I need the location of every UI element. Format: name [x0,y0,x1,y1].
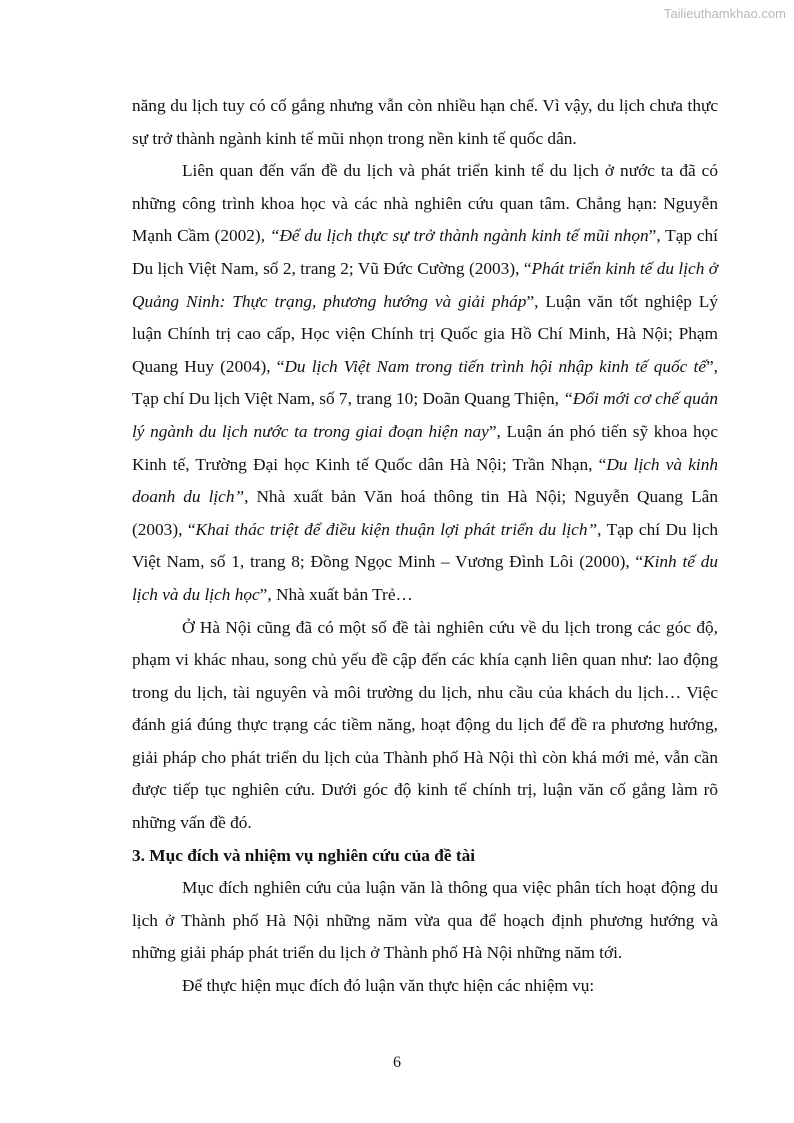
para2-text-6: , Nhà xuất bản Văn hoá thông tin Hà Nội; Nguyễn Quang Lân (2003), “ [132,487,718,539]
section-heading: 3. Mục đích và nhiệm vụ nghiên cứu của đề tài [132,845,476,865]
page-number: 6 [393,1054,401,1071]
paragraph-3: Ở Hà Nội cũng đã có một số đề tài nghiên cứu về du lịch trong các góc độ, phạm vi khác nhau, song chủ yếu đề cập đến các khía cạnh liên quan như: lao động trong du lịch, tài nguyên và môi trường du lịch, nhu cầu của khách du lịch… Việc đánh giá đúng thực trạng các tiềm năng, hoạt động du lịch để đề ra phương hướng, giải pháp cho phát triển du lịch của Thành phố Hà Nội thì còn khá mới mẻ, vẫn cần được tiếp tục nghiên cứu. Dưới góc độ kinh tế chính trị, luận văn cố gắng làm rõ những vấn đề đó. [132,617,718,833]
para2-text-1: Liên quan đến vấn đề du lịch và phát triển kinh tế du lịch ở nước ta đã có những công trình khoa học và các nhà nghiên cứu quan tâm. Chẳng hạn: Nguyễn Mạnh Cầm (2002), [132,161,718,246]
para2-text-4: ”, Tạp chí Du lịch Việt Nam, số 7, trang 10; Doãn Quang Thiện, [132,356,718,409]
para2-text-8: ”, Nhà xuất bản Trẻ… [259,584,413,604]
para2-text-5: ”, Luận án phó tiến sỹ khoa học Kinh tế, Trường Đại học Kinh tế Quốc dân Hà Nội; Trần Nhạn, “ [132,421,718,474]
paragraph-2 [132,155,718,611]
paragraph-5: Để thực hiện mục đích đó luận văn thực hiện các nhiệm vụ: [182,976,595,996]
para2-text-3: ”, Luận văn tốt nghiệp Lý luận Chính trị cao cấp, Học viện Chính trị Quốc gia Hồ Chí Minh, Hà Nội; Phạm Quang Huy (2004), “ [132,291,718,376]
para2-italic-1: “Để du lịch thực sự trở thành ngành kinh tế mũi nhọn [269,226,649,246]
para2-text-7: , Tạp chí Du lịch Việt Nam, số 1, trang 8; Đồng Ngọc Minh – Vương Đình Lôi (2000), “ [132,519,718,572]
watermark: Tailieuthamkhao.com [663,6,786,21]
paragraph-1: năng du lịch tuy có cố gắng nhưng vẫn còn nhiều hạn chế. Vì vậy, du lịch chưa thực sự trở thành ngành kinh tế mũi nhọn trong nền kinh tế quốc dân. [132,96,718,148]
para2-italic-5: Du lịch và kinh doanh du lịch” [132,454,718,507]
page-body [132,90,718,1003]
para2-italic-2: Phát triển kinh tế du lịch ở Quảng Ninh: Thực trạng, phương hướng và giải pháp [132,258,719,311]
para2-italic-7: Kinh tế du lịch và du lịch học [132,552,718,604]
paragraph-4: Mục đích nghiên cứu của luận văn là thông qua việc phân tích hoạt động du lịch ở Thành phố Hà Nội những năm vừa qua để hoạch định phương hướng và những giải pháp phát triển du lịch ở Thành phố Hà Nội những năm tới. [132,878,718,963]
para2-italic-3: Du lịch Việt Nam trong tiến trình hội nhập kinh tế quốc tế [284,356,706,376]
para2-italic-6: Khai thác triệt để điều kiện thuận lợi phát triển du lịch” [195,519,598,539]
para2-italic-4: “Đổi mới cơ chế quản lý ngành du lịch nước ta trong giai đoạn hiện nay [132,389,718,441]
para2-text-2: ”, Tạp chí Du lịch Việt Nam, số 2, trang 2; Vũ Đức Cường (2003), “ [132,226,718,278]
